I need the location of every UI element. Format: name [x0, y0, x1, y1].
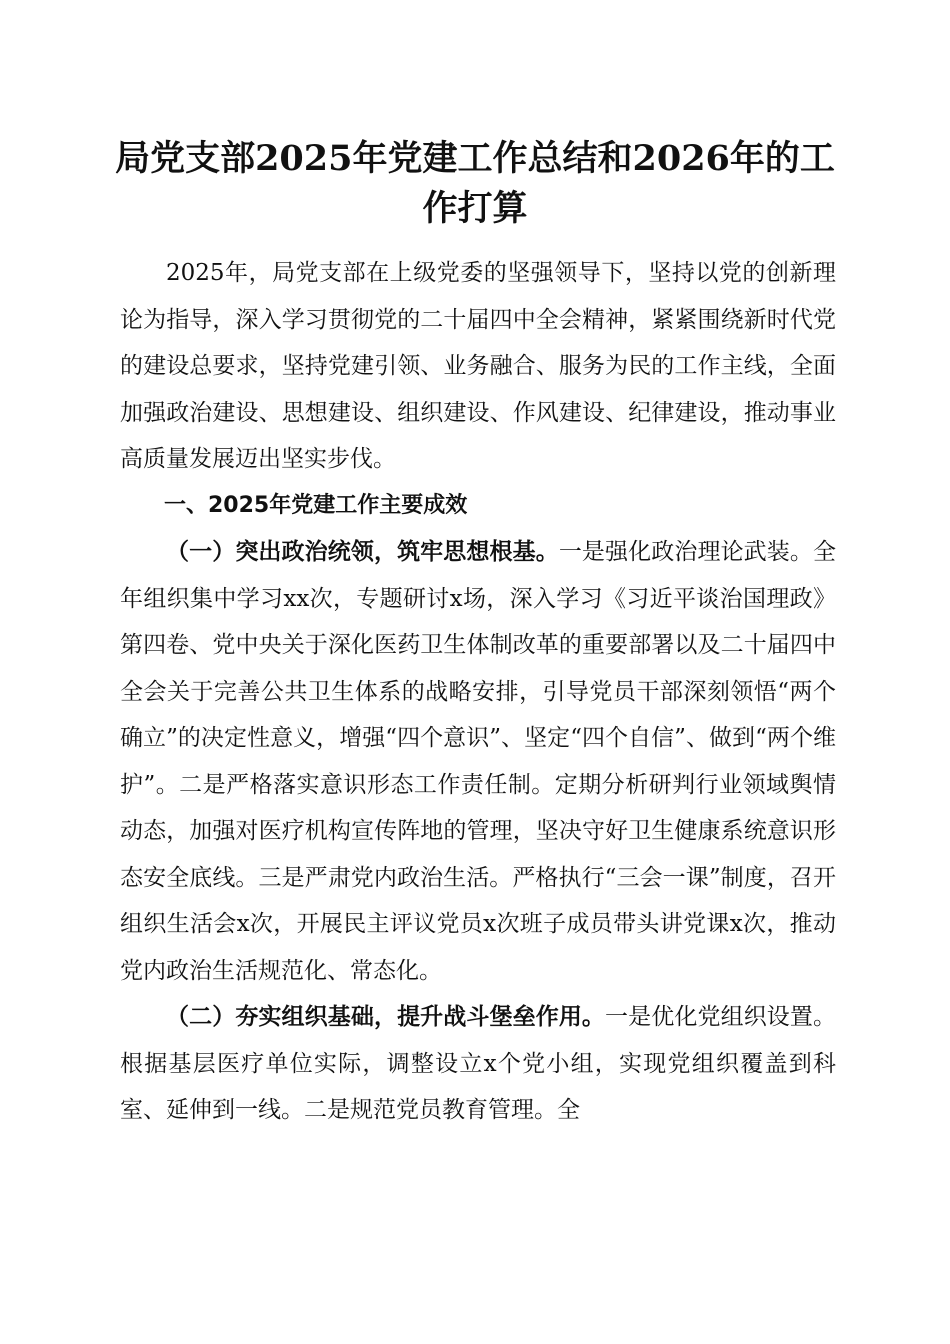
- subsection-paragraph-1: [120, 529, 836, 994]
- subsection-text-1: 一是强化政治理论武装。全年组织集中学习xx次，专题研讨x场，深入学习《习近平谈治国理政》第四卷、党中央关于深化医药卫生体制改革的重要部署以及二十届四中全会关于完善公共卫生体系的战略安排，引导党员干部深刻领悟“两个确立”的决定性意义，增强“四个意识”、坚定“四个自信”、做到“两个维护”。二是严格落实意识形态工作责任制。定期分析研判行业领域舆情动态，加强对医疗机构宣传阵地的管理，坚决守好卫生健康系统意识形态安全底线。三是严肃党内政治生活。严格执行“三会一课”制度，召开组织生活会x次，开展民主评议党员x次班子成员带头讲党课x次，推动党内政治生活规范化、常态化。: [120, 539, 837, 984]
- intro-paragraph: 2025年，局党支部在上级党委的坚强领导下，坚持以党的创新理论为指导，深入学习贯彻党的二十届四中全会精神，紧紧围绕新时代党的建设总要求，坚持党建引领、业务融合、服务为民的工作主线，全面加强政治建设、思想建设、组织建设、作风建设、纪律建设，推动事业高质量发展迈出坚实步伐。: [120, 260, 836, 472]
- subsection-paragraph-2: [120, 994, 836, 1134]
- section-heading: 一、2025年党建工作主要成效: [164, 492, 468, 518]
- document-title: 局党支部2025年党建工作总结和2026年的工作打算: [115, 138, 835, 229]
- document-body: [120, 250, 836, 1134]
- subsection-lead-1: （一）突出政治统领，筑牢思想根基。: [166, 538, 559, 565]
- subsection-text-2: 一是优化党组织设置。根据基层医疗单位实际，调整设立x个党小组，实现党组织覆盖到科室、延伸到一线。二是规范党员教育管理。全: [120, 1004, 837, 1123]
- subsection-lead-2: （二）夯实组织基础，提升战斗堡垒作用。: [166, 1003, 606, 1030]
